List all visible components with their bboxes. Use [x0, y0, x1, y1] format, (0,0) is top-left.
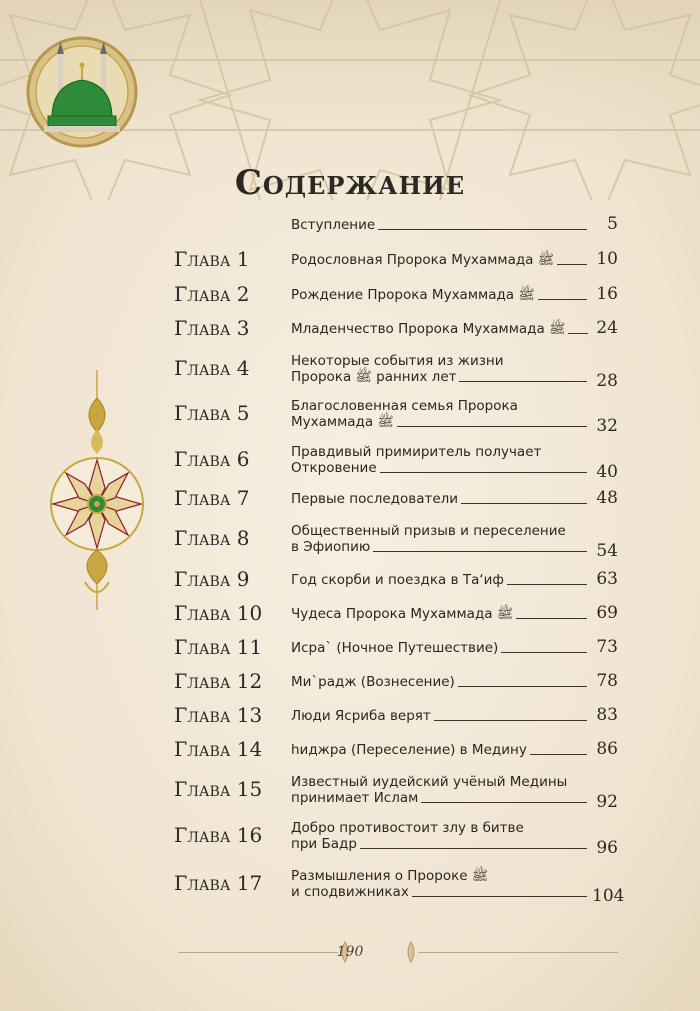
- toc-entry-title: [291, 398, 587, 430]
- toc-entry-line: Добро противостоит злу в битве: [291, 820, 524, 836]
- toc-entry-title: [291, 572, 587, 588]
- toc-entry-line: Некоторые события из жизни: [291, 353, 504, 369]
- toc-entry-last-line: [291, 491, 587, 507]
- leader-line: [378, 229, 587, 230]
- toc-entry-last-line: [291, 836, 587, 852]
- toc-entry-title: [291, 217, 587, 233]
- toc-entry-text: Ми`радж (Вознесение): [291, 674, 455, 690]
- toc-entry-last-line: [291, 321, 587, 337]
- toc-entry-last-line: [291, 539, 587, 555]
- toc-entry-text: Мухаммада ﷺ: [291, 414, 394, 430]
- toc-entry-title: [291, 774, 587, 806]
- toc-page-number: 10: [596, 249, 618, 269]
- toc-entry-text: при Бадр: [291, 836, 357, 852]
- leader-line: [397, 426, 587, 427]
- toc-page-number: 96: [596, 838, 618, 858]
- page-number: 190: [336, 944, 364, 960]
- toc-entry-line: Общественный призыв и переселение: [291, 523, 566, 539]
- toc-entry-text: Чудеса Пророка Мухаммада ﷺ: [291, 606, 514, 622]
- toc-entry-text: Младенчество Пророка Мухаммада ﷺ: [291, 321, 566, 337]
- toc-entry-last-line: [291, 884, 587, 900]
- toc-entry-title: [291, 868, 587, 900]
- toc-entry-text: Вступление: [291, 217, 376, 233]
- chapter-label: Глава 3: [174, 316, 250, 340]
- toc-entry-line: Правдивый примиритель получает: [291, 444, 542, 460]
- leader-line: [373, 551, 587, 552]
- toc-page-number: 83: [596, 705, 618, 725]
- chapter-label: Глава 11: [174, 635, 263, 659]
- toc-entry-text: в Эфиопию: [291, 539, 371, 555]
- chapter-label: Глава 5: [174, 401, 250, 425]
- toc-page-number: 40: [596, 462, 618, 482]
- toc-page-number: 28: [596, 371, 618, 391]
- toc-entry-title: [291, 491, 587, 507]
- toc-entry-text: Рождение Пророка Мухаммада ﷺ: [291, 287, 535, 303]
- toc-entry-text: принимает Ислам: [291, 790, 419, 806]
- leader-line: [507, 584, 587, 585]
- toc-entry-title: [291, 444, 587, 476]
- toc-page-number: 16: [596, 284, 618, 304]
- leader-line: [516, 618, 587, 619]
- toc-page-number: 73: [596, 637, 618, 657]
- toc-entry-last-line: [291, 414, 587, 430]
- toc-page-number: 69: [596, 603, 618, 623]
- chapter-label: Глава 12: [174, 669, 263, 693]
- leader-line: [530, 754, 587, 755]
- toc-entry-last-line: [291, 742, 587, 758]
- chapter-label: Глава 10: [174, 601, 263, 625]
- toc-entry-last-line: [291, 460, 587, 476]
- toc-page-number: 48: [596, 488, 618, 508]
- toc-entry-last-line: [291, 369, 587, 385]
- toc-entry-text: Год скорби и поездка в Та‘иф: [291, 572, 504, 588]
- leader-line: [458, 686, 587, 687]
- leader-line: [568, 333, 588, 334]
- toc-entry-text: Первые последователи: [291, 491, 459, 507]
- toc-entry-title: [291, 640, 587, 656]
- chapter-label: Глава 2: [174, 282, 250, 306]
- toc-entry-title: [291, 606, 587, 622]
- page-title: Содержание: [234, 162, 466, 203]
- leader-line: [459, 381, 587, 382]
- toc-page-number: 92: [596, 792, 618, 812]
- chapter-label: Глава 15: [174, 777, 263, 801]
- hanging-star-ornament-icon: [45, 370, 155, 610]
- toc-entry-title: [291, 708, 587, 724]
- toc-entry-last-line: [291, 572, 587, 588]
- toc-entry-last-line: [291, 287, 587, 303]
- toc-page-number: 32: [596, 416, 618, 436]
- toc-page-number: 78: [596, 671, 618, 691]
- toc-entry-text: Пророка ﷺ ранних лет: [291, 369, 457, 385]
- toc-entry-title: [291, 321, 587, 337]
- toc-entry-title: [291, 523, 587, 555]
- toc-entry-text: Родословная Пророка Мухаммада ﷺ: [291, 252, 555, 268]
- toc-entry-last-line: [291, 674, 587, 690]
- toc-entry-last-line: [291, 252, 587, 268]
- toc-entry-title: [291, 674, 587, 690]
- chapter-label: Глава 8: [174, 526, 250, 550]
- green-dome-medallion-icon: [22, 30, 142, 150]
- leader-line: [360, 848, 587, 849]
- toc-page-number: 104: [592, 886, 625, 906]
- toc-entry-text: Люди Ясриба верят: [291, 708, 431, 724]
- toc-page-number: 54: [596, 541, 618, 561]
- toc-entry-title: [291, 742, 587, 758]
- toc-entry-text: Исра` (Ночное Путешествие): [291, 640, 499, 656]
- toc-entry-text: hиджра (Переселение) в Медину: [291, 742, 527, 758]
- chapter-label: Глава 6: [174, 447, 250, 471]
- chapter-label: Глава 9: [174, 567, 250, 591]
- toc-entry-title: [291, 820, 587, 852]
- chapter-label: Глава 4: [174, 356, 250, 380]
- chapter-label: Глава 13: [174, 703, 263, 727]
- toc-entry-last-line: [291, 790, 587, 806]
- toc-entry-last-line: [291, 708, 587, 724]
- leader-line: [557, 264, 587, 265]
- toc-entry-last-line: [291, 640, 587, 656]
- toc-page-number: 24: [596, 318, 618, 338]
- toc-page-number: 63: [596, 569, 618, 589]
- toc-page-number: 5: [607, 214, 618, 234]
- leader-line: [412, 896, 587, 897]
- chapter-label: Глава 7: [174, 486, 250, 510]
- leader-line: [434, 720, 587, 721]
- leader-line: [538, 299, 587, 300]
- chapter-label: Глава 16: [174, 823, 263, 847]
- toc-entry-text: и сподвижниках: [291, 884, 409, 900]
- leader-line: [421, 802, 587, 803]
- toc-entry-last-line: [291, 217, 587, 233]
- toc-entry-title: [291, 287, 587, 303]
- chapter-label: Глава 1: [174, 247, 250, 271]
- toc-entry-title: [291, 353, 587, 385]
- toc-entry-line: Известный иудейский учёный Медины: [291, 774, 568, 790]
- chapter-label: Глава 14: [174, 737, 263, 761]
- toc-entry-last-line: [291, 606, 587, 622]
- leader-line: [501, 652, 587, 653]
- toc-entry-line: Размышления о Пророке ﷺ: [291, 868, 489, 884]
- leader-line: [380, 472, 587, 473]
- toc-entry-text: Откровение: [291, 460, 377, 476]
- toc-page-number: 86: [596, 739, 618, 759]
- toc-entry-line: Благословенная семья Пророка: [291, 398, 518, 414]
- leader-line: [461, 503, 587, 504]
- toc-entry-title: [291, 252, 587, 268]
- chapter-label: Глава 17: [174, 871, 263, 895]
